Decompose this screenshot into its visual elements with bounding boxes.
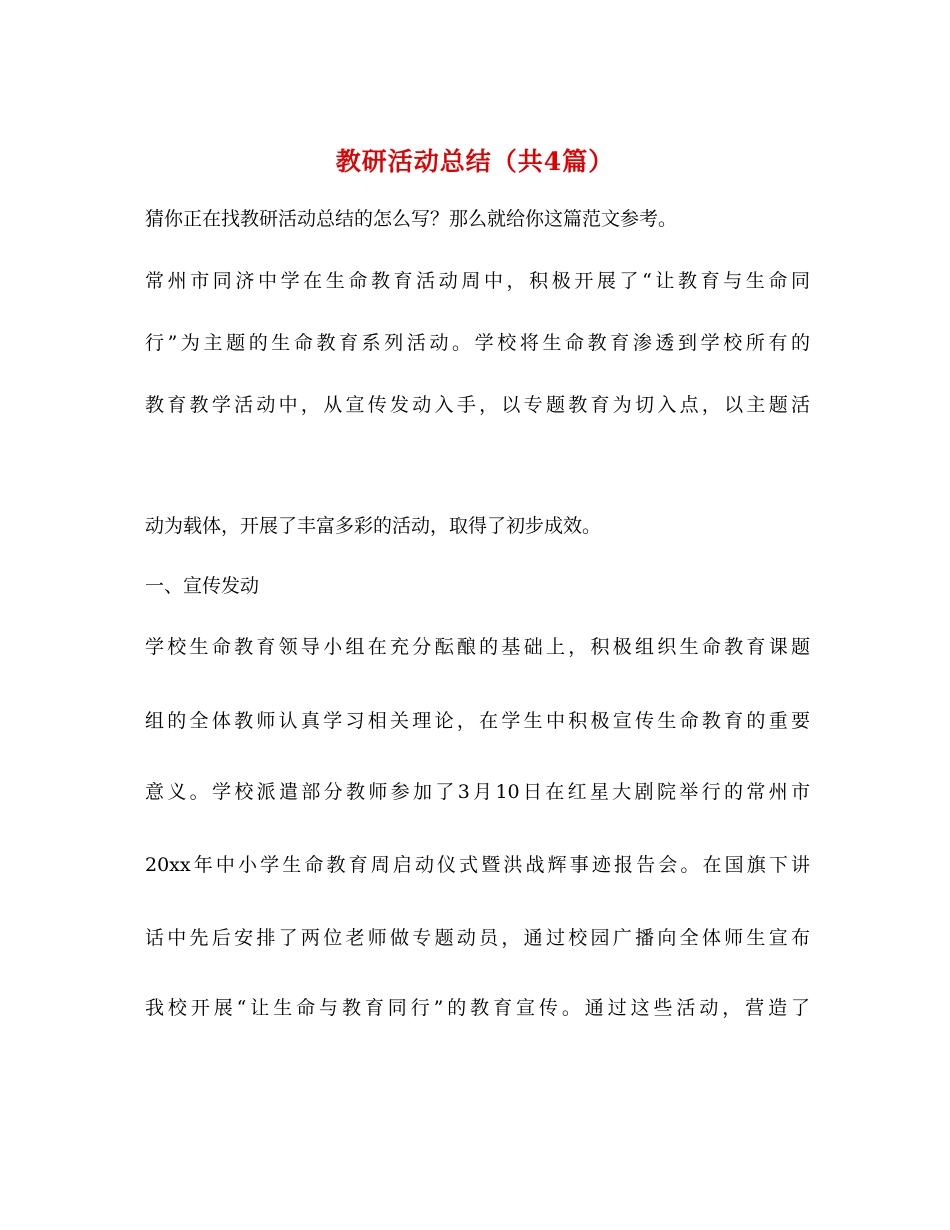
paragraph-line: 行”为主题的生命教育系列活动。学校将生命教育渗透到学校所有的 [145,332,810,354]
paragraph-line: 话中先后安排了两位老师做专题动员，通过校园广播向全体师生宣布 [145,927,810,949]
document-title: 教研活动总结（共4篇） [335,147,615,176]
paragraph-line: 教育教学活动中，从宣传发动入手，以专题教育为切入点，以主题活 [145,394,810,416]
paragraph-line: 组的全体教师认真学习相关理论，在学生中积极宣传生命教育的重要 [145,710,810,732]
paragraph-line: 意义。学校派遣部分教师参加了3月10日在红星大剧院举行的常州市 [145,781,810,803]
paragraph-line: 20xx年中小学生命教育周启动仪式暨洪战辉事迹报告会。在国旗下讲 [145,854,810,876]
paragraph-line: 我校开展“让生命与教育同行”的教育宣传。通过这些活动，营造了 [145,997,810,1019]
section-heading: 一、宣传发动 [145,575,260,597]
intro-line: 猜你正在找教研活动总结的怎么写？那么就给你这篇范文参考。 [145,208,678,230]
paragraph-line: 学校生命教育领导小组在充分酝酿的基础上，积极组织生命教育课题 [145,636,810,658]
paragraph-line: 动为载体，开展了丰富多彩的活动，取得了初步成效。 [145,515,602,537]
paragraph-line: 常州市同济中学在生命教育活动周中，积极开展了“让教育与生命同 [145,270,810,292]
